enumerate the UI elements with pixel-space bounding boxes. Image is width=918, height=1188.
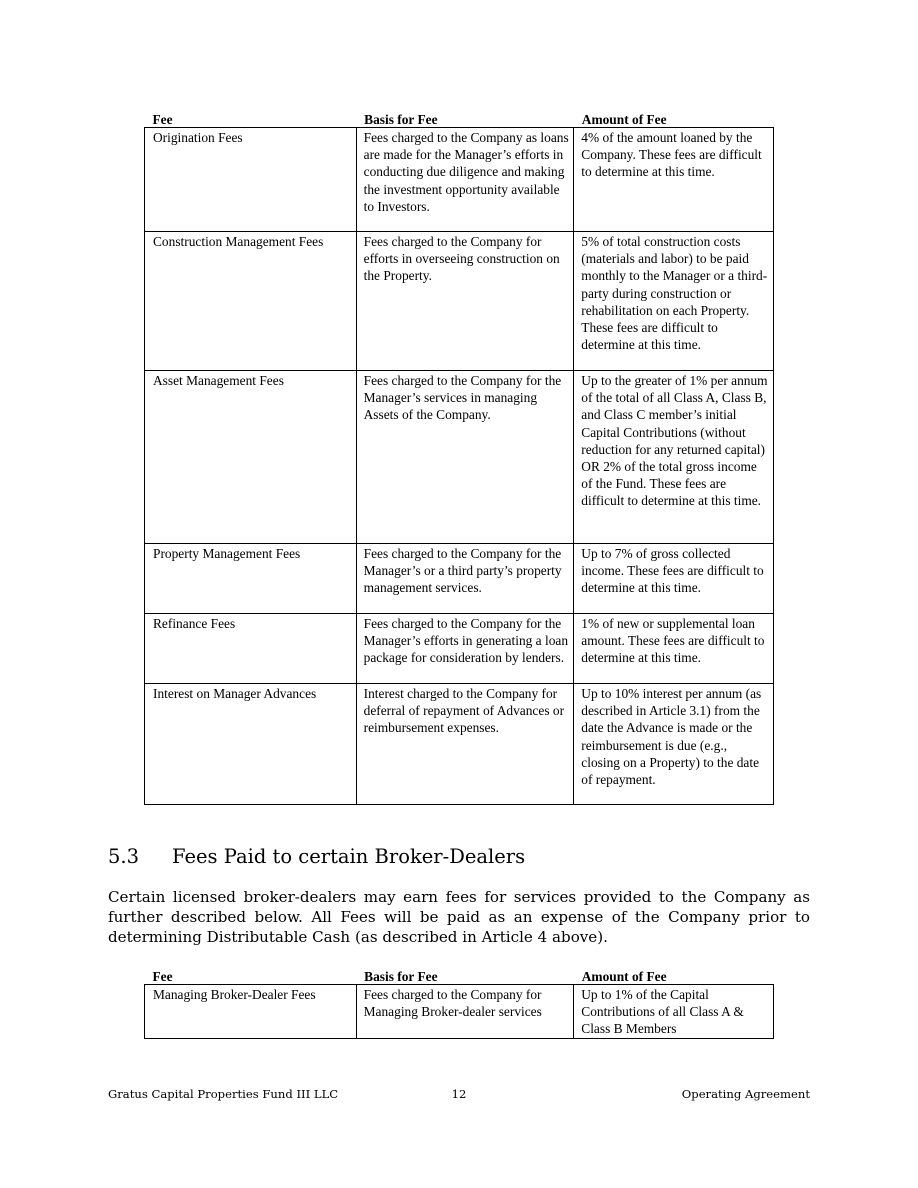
section-number: 5.3 xyxy=(108,845,140,868)
fee-amount-cell: Up to 10% interest per annum (as described in Article 3.1) from the date the Advance is made or the reimbursement is due (e.g., closing on a Property) to the date of repayment. xyxy=(574,684,774,805)
table-row xyxy=(145,684,774,805)
fee-name-cell: Origination Fees xyxy=(145,128,357,232)
header-basis: Basis for Fee xyxy=(364,969,438,984)
page-footer xyxy=(108,1087,810,1105)
footer-document-title: Operating Agreement xyxy=(681,1087,810,1101)
table-row xyxy=(145,371,774,544)
table-header-row xyxy=(145,968,774,985)
header-basis: Basis for Fee xyxy=(364,112,438,127)
header-amount: Amount of Fee xyxy=(581,112,667,127)
fee-basis-cell: Fees charged to the Company for the Manager’s efforts in generating a loan package for consideration by lenders. xyxy=(356,614,574,684)
fee-name-cell: Interest on Manager Advances xyxy=(145,684,357,805)
header-amount: Amount of Fee xyxy=(581,969,667,984)
fee-basis-cell: Fees charged to the Company for Managing Broker-dealer services xyxy=(356,985,574,1039)
fee-amount-cell: Up to 1% of the Capital Contributions of all Class A & Class B Members xyxy=(574,985,774,1039)
footer-company-name: Gratus Capital Properties Fund III LLC xyxy=(108,1087,339,1101)
table-row xyxy=(145,985,774,1039)
fee-basis-cell: Fees charged to the Company for efforts in overseeing construction on the Property. xyxy=(356,232,574,371)
table-header-row xyxy=(145,111,774,128)
fee-name-cell: Refinance Fees xyxy=(145,614,357,684)
footer-page-number: 12 xyxy=(451,1087,467,1101)
fee-basis-cell: Interest charged to the Company for deferral of repayment of Advances or reimbursement expenses. xyxy=(356,684,574,805)
fee-amount-cell: Up to the greater of 1% per annum of the total of all Class A, Class B, and Class C member’s initial Capital Contributions (without reduction for any returned capital) OR 2% of the total gross income of the Fund. These fees are difficult to determine at this time. xyxy=(574,371,774,544)
fee-amount-cell: Up to 7% of gross collected income. These fees are difficult to determine at this time. xyxy=(574,544,774,614)
fee-name-cell: Construction Management Fees xyxy=(145,232,357,371)
fee-name-cell: Property Management Fees xyxy=(145,544,357,614)
section-title: Fees Paid to certain Broker-Dealers xyxy=(172,845,526,868)
fee-name-cell: Managing Broker-Dealer Fees xyxy=(145,985,357,1039)
fee-basis-cell: Fees charged to the Company for the Manager’s services in managing Assets of the Company. xyxy=(356,371,574,544)
fee-amount-cell: 5% of total construction costs (materials and labor) to be paid monthly to the Manager or a third-party during construction or rehabilitation on each Property. These fees are difficult to determine at this time. xyxy=(574,232,774,371)
fee-basis-cell: Fees charged to the Company for the Manager’s or a third party’s property management services. xyxy=(356,544,574,614)
section-paragraph: Certain licensed broker-dealers may earn fees for services provided to the Company as further described below. All Fees will be paid as an expense of the Company prior to determining Distributable Cash (as described in Article 4 above). xyxy=(108,888,810,946)
table-row xyxy=(145,544,774,614)
header-fee: Fee xyxy=(152,969,173,984)
fee-basis-cell: Fees charged to the Company as loans are made for the Manager’s efforts in conducting due diligence and making the investment opportunity available to Investors. xyxy=(356,128,574,232)
fee-name-cell: Asset Management Fees xyxy=(145,371,357,544)
table-row xyxy=(145,614,774,684)
header-fee: Fee xyxy=(152,112,173,127)
table-row xyxy=(145,128,774,232)
fee-amount-cell: 4% of the amount loaned by the Company. These fees are difficult to determine at this time. xyxy=(574,128,774,232)
broker-dealer-fees-table xyxy=(144,968,774,1039)
section-heading xyxy=(108,845,525,868)
table-row xyxy=(145,232,774,371)
manager-fees-table xyxy=(144,111,774,805)
fee-amount-cell: 1% of new or supplemental loan amount. These fees are difficult to determine at this time. xyxy=(574,614,774,684)
